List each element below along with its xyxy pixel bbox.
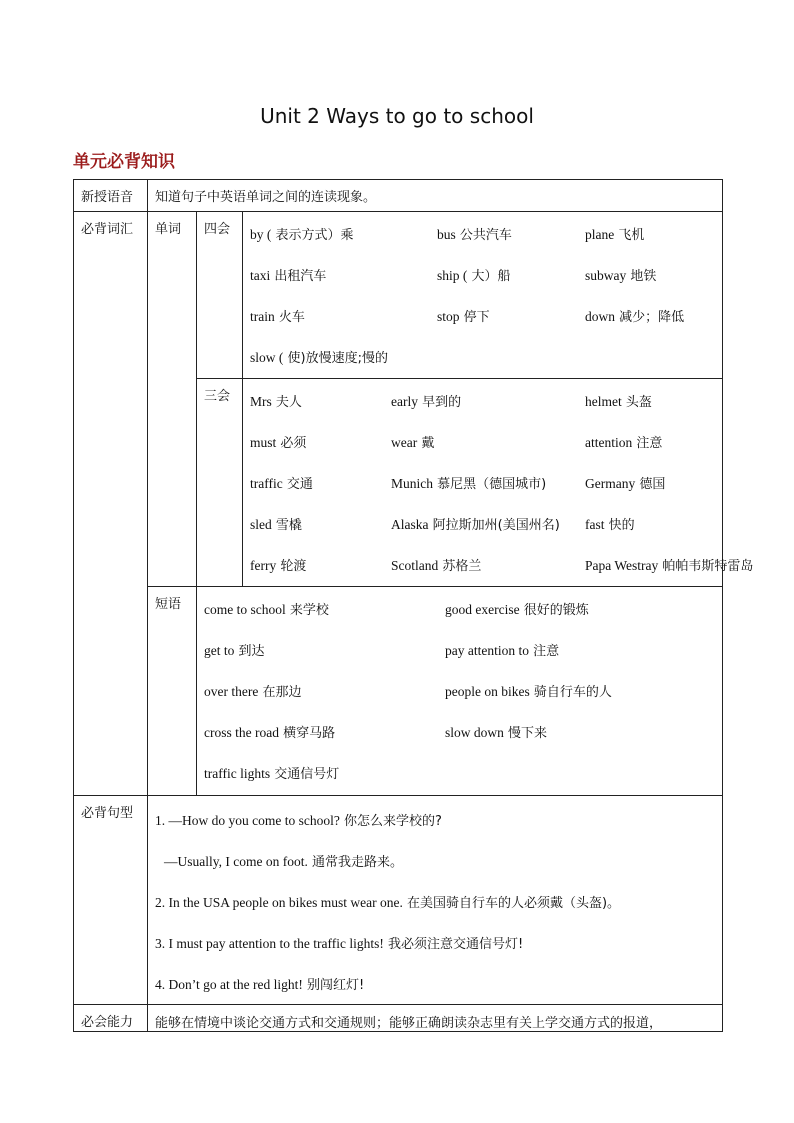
- vocab-word: [437, 306, 490, 325]
- vocab-word-cn: 必须: [276, 436, 307, 451]
- vocab-word: [250, 432, 306, 451]
- three-skills-list: [243, 379, 754, 584]
- vocab-word-cn: 注意: [632, 436, 663, 451]
- sentence-cn: 通常我走路来。: [307, 855, 403, 870]
- vocab-word-cn: 公共汽车: [455, 228, 512, 243]
- vocab-word-en: helmet: [585, 394, 622, 409]
- vocab-word-en: ferry: [250, 558, 277, 573]
- sentences-cell: [148, 796, 723, 1005]
- four-skills-words: [243, 212, 723, 379]
- vocab-word: [250, 347, 388, 366]
- sentence-row: [148, 796, 722, 837]
- page-title: Unit 2 Ways to go to school: [260, 104, 534, 128]
- phrase: [445, 599, 589, 618]
- words-label: 单词: [148, 212, 197, 587]
- sentence-cn: 别闯红灯!: [302, 978, 365, 993]
- sentence-cn: 在美国骑自行车的人必须戴（头盔)。: [402, 896, 621, 911]
- vocab-word-cn: 地铁: [626, 269, 657, 284]
- sentence-row: [148, 960, 722, 1001]
- phrases-label: 短语: [148, 587, 197, 796]
- vocab-word: [250, 224, 354, 243]
- vocab-word: [585, 265, 656, 284]
- phrases-list: [197, 587, 722, 792]
- vocab-word-cn: 阿拉斯加州(美国州名): [428, 518, 560, 533]
- vocab-word-en: must: [250, 435, 277, 450]
- vocab-word: [250, 265, 326, 284]
- phrase: [204, 763, 339, 782]
- phrase-row: [197, 628, 722, 669]
- phrase-row: [197, 587, 722, 628]
- vocab-word: [391, 391, 461, 410]
- phrase-cn: 到达: [234, 644, 265, 659]
- phonics-content: 知道句子中英语单词之间的连读现象。: [148, 180, 723, 212]
- vocab-word: [585, 555, 753, 574]
- phrase: [204, 722, 335, 741]
- vocab-word: [250, 306, 305, 325]
- vocab-word-en: Mrs: [250, 394, 272, 409]
- vocab-word: [250, 473, 313, 492]
- sentence-cn: 你怎么来学校的?: [339, 814, 442, 829]
- vocab-word-en: plane: [585, 227, 615, 242]
- phrase-cn: 慢下来: [503, 726, 548, 741]
- phrase: [445, 681, 612, 700]
- vocab-word-row: [243, 461, 722, 502]
- phrase-cn: 来学校: [285, 603, 329, 618]
- vocab-word-en: Germany: [585, 476, 636, 491]
- phrase-en: pay attention to: [445, 643, 529, 658]
- four-skills-label: 四会: [197, 212, 243, 379]
- sentence-en: 1. —How do you come to school?: [155, 813, 340, 828]
- vocab-word-cn: 出租汽车: [270, 269, 327, 284]
- vocab-word-cn: 停下: [459, 310, 490, 325]
- vocab-word-en: down: [585, 309, 615, 324]
- vocab-word-cn: 帕帕韦斯特雷岛: [658, 559, 754, 574]
- vocab-word-cn: 德国: [635, 477, 666, 492]
- vocab-word-en: taxi: [250, 268, 271, 283]
- phrase-en: traffic lights: [204, 766, 271, 781]
- row-phonics: [74, 180, 723, 212]
- vocab-word-en: by (: [250, 227, 272, 242]
- vocab-word-en: Papa Westray: [585, 558, 659, 573]
- sentence-row: [148, 919, 722, 960]
- vocab-word-en: sled: [250, 517, 272, 532]
- vocab-word-cn: 夫人: [271, 395, 302, 410]
- vocab-word: [585, 473, 665, 492]
- phrase-en: good exercise: [445, 602, 520, 617]
- phrase-cn: 注意: [528, 644, 560, 659]
- vocab-word: [391, 432, 434, 451]
- vocab-word-en: subway: [585, 268, 627, 283]
- vocab-word: [391, 473, 546, 492]
- phrase: [204, 681, 301, 700]
- sentence-en: 2. In the USA people on bikes must wear one.: [155, 895, 403, 910]
- sentence: [164, 851, 403, 870]
- vocab-word-cn: 快的: [604, 518, 635, 533]
- phrase-row: [197, 669, 722, 710]
- phrase: [445, 640, 559, 659]
- vocab-word-cn: 表示方式）乘: [271, 228, 354, 243]
- phrase-en: slow down: [445, 725, 504, 740]
- vocab-word-cn: 慕尼黑（德国城市): [433, 477, 547, 492]
- vocab-word-cn: 飞机: [614, 228, 645, 243]
- vocab-word: [250, 514, 302, 533]
- phrase-cn: 骑自行车的人: [529, 685, 612, 700]
- vocab-word: [391, 514, 560, 533]
- sentence-cn: 我必须注意交通信号灯!: [383, 937, 524, 952]
- vocab-word-row: [243, 379, 722, 420]
- vocab-word-en: bus: [437, 227, 456, 242]
- vocab-word: [250, 555, 306, 574]
- vocab-word: [585, 224, 644, 243]
- phrase-cn: 横穿马路: [278, 726, 336, 741]
- phrase-en: over there: [204, 684, 259, 699]
- vocab-word-cn: 减少；降低: [615, 310, 685, 325]
- phrase: [204, 599, 329, 618]
- phrases-cell: [197, 587, 723, 796]
- vocab-word: [437, 265, 511, 284]
- ability-label: 必会能力: [74, 1005, 148, 1032]
- sentence: [155, 933, 523, 952]
- vocab-word: [585, 391, 652, 410]
- phrase-cn: 在那边: [258, 685, 302, 700]
- vocab-word-en: early: [391, 394, 418, 409]
- four-skills-list: [243, 212, 722, 376]
- vocab-word-en: slow (: [250, 350, 284, 365]
- vocab-word-row: [243, 253, 722, 294]
- row-sentences: [74, 796, 723, 1005]
- sentence-en: 4. Don’t go at the red light!: [155, 977, 303, 992]
- phrase-cn: 交通信号灯: [270, 767, 340, 782]
- vocab-word-cn: 戴: [417, 436, 435, 451]
- vocab-word-row: [243, 294, 722, 335]
- phrase-row: [197, 710, 722, 751]
- vocab-word: [585, 306, 684, 325]
- sentence: [155, 810, 442, 829]
- vocab-word-en: wear: [391, 435, 418, 450]
- vocab-word-row: [243, 502, 722, 543]
- vocab-word-row: [243, 335, 722, 376]
- vocab-word-en: Alaska: [391, 517, 429, 532]
- vocab-word-en: fast: [585, 517, 605, 532]
- three-skills-words: [243, 379, 754, 587]
- vocab-word-en: Scotland: [391, 558, 439, 573]
- vocab-word-row: [243, 420, 722, 461]
- vocab-word-cn: 早到的: [417, 395, 462, 410]
- vocab-word: [437, 224, 512, 243]
- phonics-label: 新授语音: [74, 180, 148, 212]
- vocab-word-en: Munich: [391, 476, 433, 491]
- vocab-word-cn: 使)放慢速度;慢的: [283, 351, 388, 366]
- sentence: [155, 974, 364, 993]
- vocab-word-cn: 大）船: [467, 269, 511, 284]
- section-heading: 单元必背知识: [73, 152, 175, 172]
- phrase-cn: 很好的锻炼: [519, 603, 589, 618]
- phrase-en: get to: [204, 643, 235, 658]
- sentence: [155, 892, 620, 911]
- vocab-word-en: stop: [437, 309, 460, 324]
- vocab-word-cn: 头盔: [621, 395, 652, 410]
- vocab-word: [585, 514, 635, 533]
- vocab-word-row: [243, 543, 754, 584]
- vocab-word-cn: 雪橇: [271, 518, 302, 533]
- phrase: [204, 640, 265, 659]
- row-phrases: [74, 587, 723, 796]
- sentence-en: 3. I must pay attention to the traffic lights!: [155, 936, 384, 951]
- phrase-en: come to school: [204, 602, 286, 617]
- phrase: [445, 722, 547, 741]
- sentences-list: [148, 796, 722, 1001]
- vocab-word-cn: 轮渡: [276, 559, 307, 574]
- sentences-label: 必背句型: [74, 796, 148, 1005]
- vocab-label: 必背词汇: [74, 212, 148, 796]
- vocab-word: [391, 555, 481, 574]
- vocab-word-cn: 交通: [282, 477, 313, 492]
- vocab-word-en: traffic: [250, 476, 283, 491]
- vocab-word-en: ship (: [437, 268, 468, 283]
- vocab-word-row: [243, 212, 722, 253]
- vocab-word-en: train: [250, 309, 275, 324]
- ability-content: 能够在情境中谈论交通方式和交通规则；能够正确朗读杂志里有关上学交通方式的报道，: [148, 1005, 723, 1032]
- row-ability: [74, 1005, 723, 1032]
- phrase-row: [197, 751, 722, 792]
- vocab-word: [250, 391, 302, 410]
- sentence-row: [148, 878, 722, 919]
- phrase-en: people on bikes: [445, 684, 530, 699]
- three-skills-label: 三会: [197, 379, 243, 587]
- row-four-skills: [74, 212, 723, 379]
- phrase-en: cross the road: [204, 725, 279, 740]
- vocab-word-en: attention: [585, 435, 633, 450]
- knowledge-table: [73, 179, 754, 1032]
- vocab-word-cn: 苏格兰: [438, 559, 482, 574]
- sentence-en: —Usually, I come on foot.: [164, 854, 308, 869]
- vocab-word-cn: 火车: [274, 310, 305, 325]
- vocab-word: [585, 432, 662, 451]
- sentence-row: [148, 837, 722, 878]
